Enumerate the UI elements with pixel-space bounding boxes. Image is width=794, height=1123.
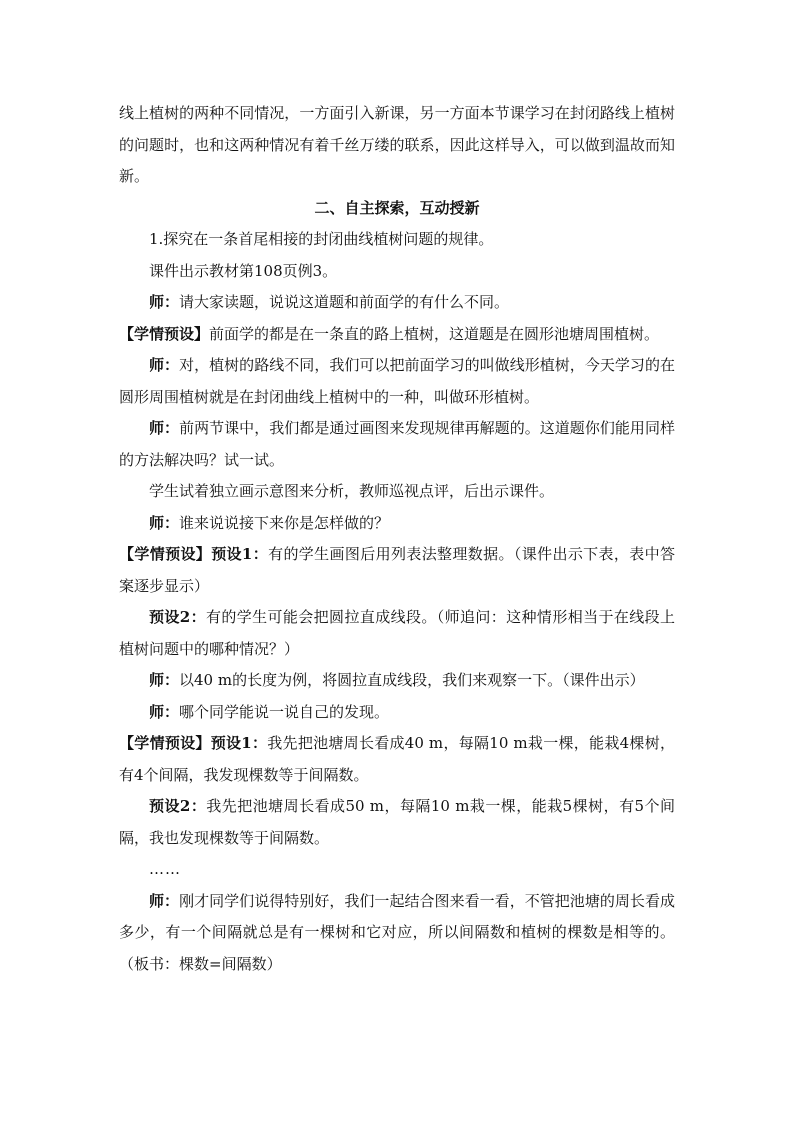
paragraph-text: 刚才同学们说得特别好，我们一起结合图来看一看，不管把池塘的周长看成多少，有一个间隔就总是有一棵树和它对应，所以间隔数和植树的棵数是相等的。（板书：棵数=间隔数）	[119, 891, 675, 973]
document-body	[119, 98, 675, 980]
paragraph-intro-continuation: 线上植树的两种不同情况，一方面引入新课，另一方面本节课学习在封闭路线上植树的问题时，也和这两种情况有着千丝万缕的联系，因此这样导入，可以做到温故而知新。	[119, 104, 675, 185]
paragraph-text: 我先把池塘周长看成40 m，每隔10 m栽一棵，能栽4棵树，有4个间隔，我发现棵数等于间隔数。	[119, 734, 675, 784]
paragraph-teacher-2	[119, 350, 675, 413]
preset-sub-label: 预设2：	[149, 608, 206, 626]
speaker-label: 师：	[149, 702, 180, 721]
paragraph-text: 有的学生可能会把圆拉直成线段。（师追问：这种情形相当于在线段上植树问题中的哪种情况？）	[119, 608, 675, 658]
paragraph-teacher-1	[119, 287, 675, 319]
paragraph-text: 请大家读题，说说这道题和前面学的有什么不同。	[179, 293, 510, 311]
paragraph-preset-3	[119, 602, 675, 665]
speaker-label: 师：	[149, 293, 180, 311]
speaker-label: 师：	[149, 356, 180, 374]
paragraph-text: 哪个同学能说一说自己的发现。	[179, 702, 390, 721]
speaker-label: 师：	[149, 419, 180, 437]
preset-label: 【学情预设】	[119, 734, 211, 752]
paragraph-teacher-summary	[119, 886, 675, 981]
paragraph-text: 前两节课中，我们都是通过画图来发现规律再解题的。这道题你们能用同样的方法解决吗？试一试。	[119, 419, 675, 469]
paragraph-text: 我先把池塘周长看成50 m，每隔10 m栽一棵，能栽5棵树，有5个间隔，我也发现棵数等于间隔数。	[119, 797, 676, 847]
paragraph-courseware-example: 课件出示教材第108页例3。	[149, 261, 338, 280]
paragraph-text: 以40 m的长度为例，将圆拉直成线段，我们来观察一下。（课件出示）	[179, 671, 645, 689]
paragraph-teacher-3	[119, 413, 675, 476]
paragraph-ellipsis: ……	[149, 860, 181, 878]
paragraph-preset-1	[119, 319, 675, 351]
section-heading: 二、自主探索，互动授新	[314, 198, 480, 217]
speaker-label: 师：	[149, 671, 180, 689]
preset-label: 【学情预设】	[119, 324, 210, 343]
paragraph-text: 对，植树的路线不同，我们可以把前面学习的叫做线形植树，今天学习的在圆形周围植树就是在封闭曲线上植树中的一种，叫做环形植树。	[119, 356, 675, 406]
speaker-label: 师：	[149, 891, 180, 910]
preset-sub-label: 预设1：	[210, 734, 268, 752]
paragraph-text: 前面学的都是在一条直的路上植树，这道题是在圆形池塘周围植树。	[209, 324, 660, 343]
preset-label: 【学情预设】	[119, 545, 212, 563]
paragraph-preset-4	[119, 728, 675, 791]
paragraph-explore-rule: 1.探究在一条首尾相接的封闭曲线植树问题的规律。	[149, 230, 494, 248]
paragraph-text: 有的学生画图后用列表法整理数据。（课件出示下表，表中答案逐步显示）	[119, 545, 675, 595]
paragraph-teacher-4	[119, 508, 675, 540]
paragraph-teacher-6	[119, 697, 675, 729]
speaker-label: 师：	[149, 513, 180, 532]
paragraph-students-draw: 学生试着独立画示意图来分析，教师巡视点评，后出示课件。	[149, 482, 555, 500]
paragraph-preset-5	[119, 791, 675, 854]
preset-sub-label: 预设2：	[149, 797, 207, 815]
paragraph-teacher-5	[119, 665, 675, 697]
paragraph-text: 谁来说说接下来你是怎样做的？	[179, 513, 390, 532]
paragraph-preset-2	[119, 539, 675, 602]
preset-sub-label: 预设1：	[211, 545, 269, 563]
